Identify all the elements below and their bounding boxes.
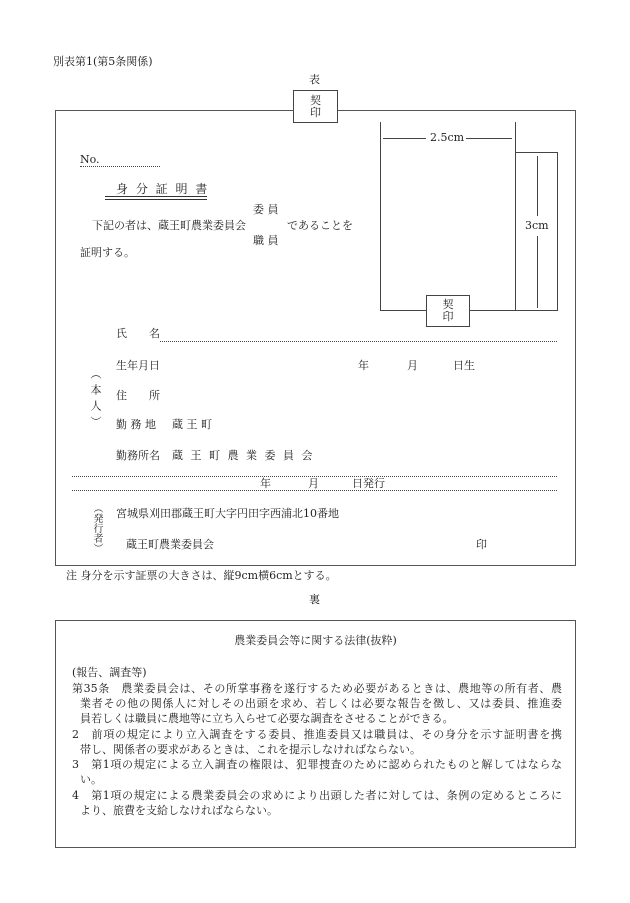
law-text-line: 第35条 農業委員会は、その所掌事務を遂行するため必要があるときは、農地等の所有者、農	[72, 682, 562, 695]
law-title: 農業委員会等に関する法律(抜粋)	[234, 634, 397, 647]
number-label: No.	[80, 153, 100, 166]
certification-line-start: 下記の者は、蔵王町農業委員会	[92, 219, 246, 232]
width-dimension-left	[383, 138, 426, 139]
office-label: 勤務所名	[116, 449, 160, 462]
birth-month-label: 月	[407, 359, 418, 372]
workplace-label: 勤 務 地	[116, 418, 156, 431]
photo-left-line	[380, 122, 381, 311]
birth-year-label: 年	[358, 359, 369, 372]
photo-right-line	[557, 152, 558, 311]
law-text-line: 員若しくは職員に農地等に立ち入らせて必要な調査をさせることができる。	[80, 712, 454, 725]
issuer-address: 宮城県刈田郡蔵王町大字円田字西浦北10番地	[116, 507, 339, 520]
law-text-line: 帯し、関係者の要求があるときは、これを提示しなければならない。	[80, 743, 421, 756]
issue-year-label: 年	[260, 477, 271, 490]
issuer-seal-mark: 印	[476, 538, 487, 551]
role-staff: 職 員	[253, 234, 279, 247]
photo-top-line	[515, 152, 557, 153]
issuer-bracket-label: （発行者）	[91, 503, 102, 553]
width-dimension-right	[466, 138, 512, 139]
workplace-value: 蔵 王 町	[172, 418, 212, 431]
seal-char-1: 契	[442, 298, 454, 311]
law-text-line: 2 前項の規定により立入調査をする委員、推進委員又は職員は、その身分を示す証明書を携	[72, 728, 562, 741]
issue-bottom-dotted-line	[72, 490, 557, 491]
front-label: 表	[309, 73, 320, 86]
section-heading: (報告、調査等)	[72, 666, 147, 679]
title-double-underline	[105, 196, 207, 200]
birth-day-label: 日生	[453, 359, 475, 372]
top-seal-box	[293, 90, 338, 123]
address-label: 住 所	[116, 389, 160, 402]
law-text-line: 業者その他の関係人に対しその出頭を求め、若しくは必要な報告を徴し、又は委員、推進委	[80, 697, 562, 710]
appendix-label: 別表第1(第5条関係)	[53, 55, 153, 68]
photo-width-label: 2.5cm	[430, 131, 465, 144]
size-note: 注 身分を示す証票の大きさは、縦9cm横6cmとする。	[66, 569, 337, 582]
name-dotted-line	[160, 341, 557, 342]
height-dimension-top	[537, 156, 538, 216]
issue-day-label: 日発行	[352, 477, 385, 490]
seal-char-1: 契	[310, 93, 321, 107]
law-text-line: い。	[80, 773, 102, 786]
seal-char-2: 印	[310, 105, 321, 119]
height-dimension-bottom	[537, 236, 538, 308]
birthdate-label: 生年月日	[116, 359, 160, 372]
issue-month-label: 月	[308, 477, 319, 490]
photo-dimension-line	[515, 122, 516, 311]
role-member: 委 員	[253, 203, 279, 216]
office-value: 蔵 王 町 農 業 委 員 会	[172, 449, 315, 462]
back-label: 裏	[309, 593, 320, 606]
number-dotted-line	[80, 166, 160, 167]
photo-height-label: 3cm	[525, 219, 549, 232]
seal-char-2: 印	[442, 310, 454, 323]
photo-seal-box	[426, 295, 470, 327]
law-text-line: 4 第1項の規定による農業委員会の求めにより出頭した者に対しては、条例の定めるところに	[72, 789, 562, 802]
certification-closing: 証明する。	[80, 246, 135, 259]
card-title: 身 分 証 明 書	[116, 182, 210, 196]
name-label: 氏 名	[116, 327, 160, 340]
law-text-line: 3 第1項の規定による立入調査の権限は、犯罪捜査のために認められたものと解してはならな	[72, 758, 562, 771]
certification-line-end: であることを	[287, 219, 353, 232]
holder-bracket-label: （本人）	[89, 368, 102, 432]
issuer-name: 蔵王町農業委員会	[126, 538, 214, 551]
law-text-line: より、旅費を支給しなければならない。	[80, 804, 278, 817]
